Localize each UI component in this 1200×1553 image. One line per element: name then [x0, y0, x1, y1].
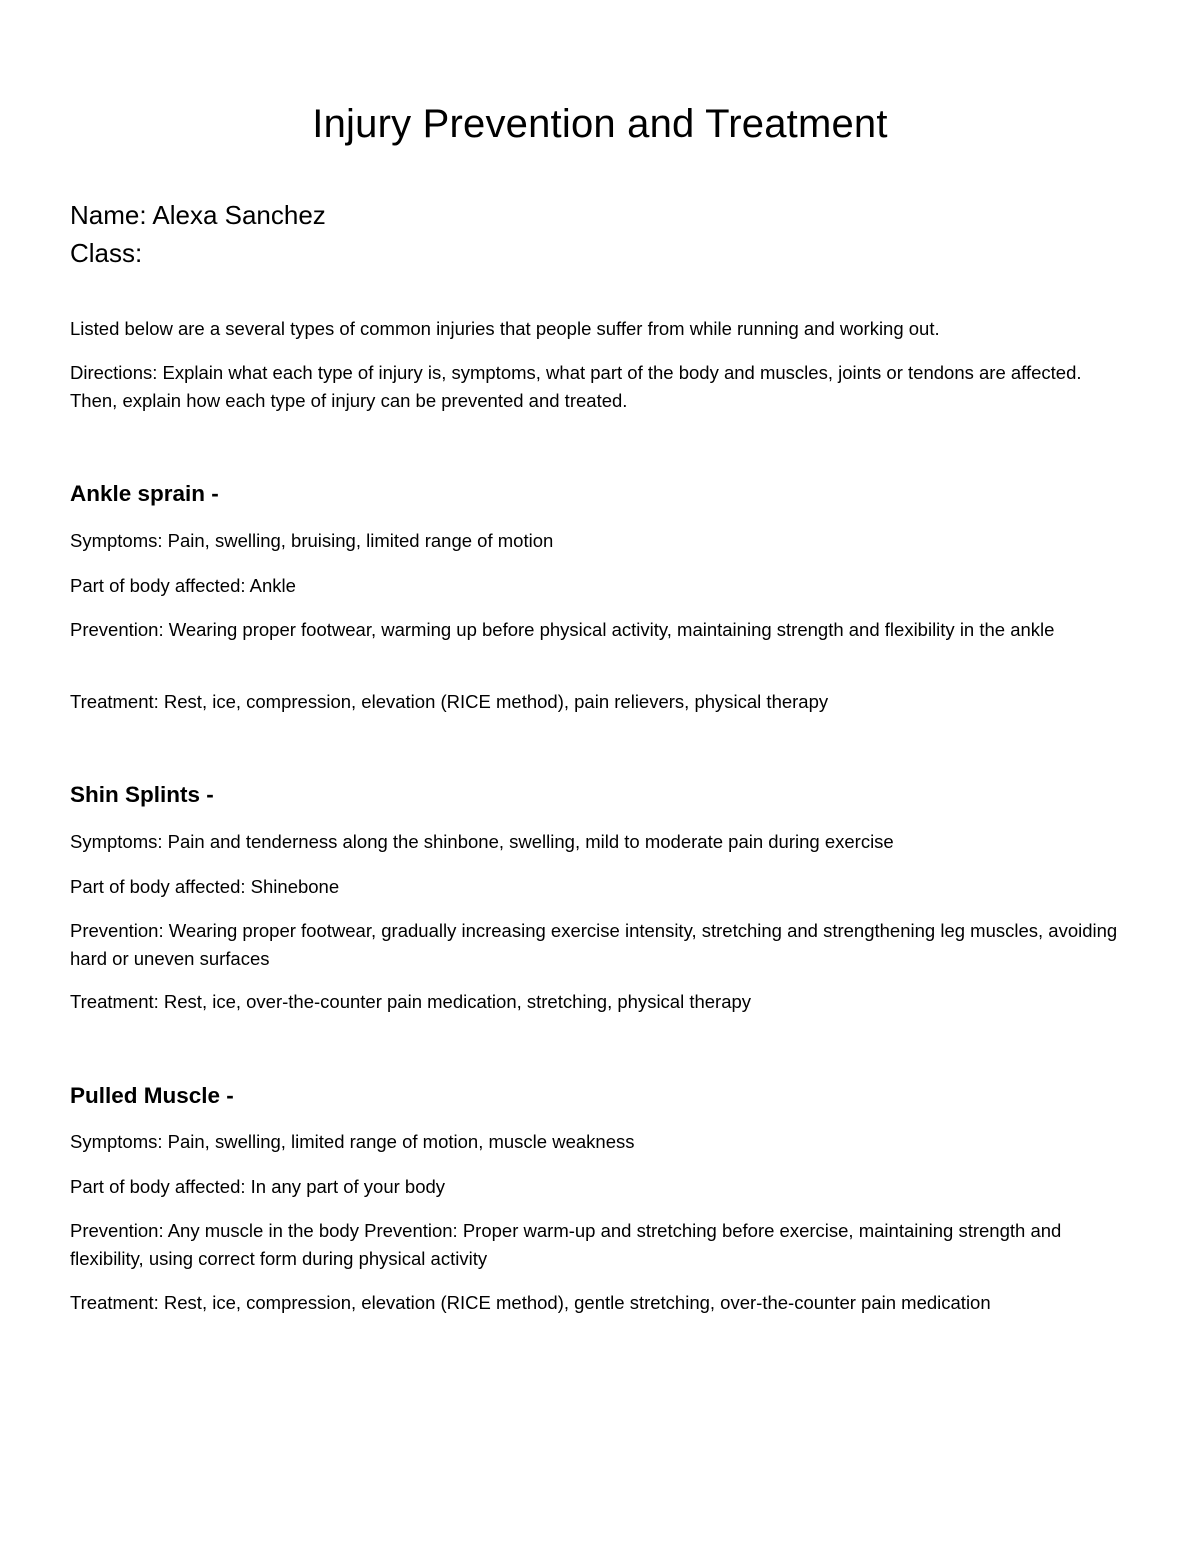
- injury-heading-pulled-muscle: Pulled Muscle -: [70, 1083, 234, 1108]
- ankle-sprain-part: Part of body affected: Ankle: [70, 575, 296, 596]
- pulled-muscle-symptoms: Symptoms: Pain, swelling, limited range of motion, muscle weakness: [70, 1131, 635, 1152]
- intro-paragraph: Listed below are a several types of common injuries that people suffer from while running and working out.: [70, 318, 940, 339]
- injury-heading-ankle-sprain: Ankle sprain -: [70, 481, 219, 506]
- shin-splints-part: Part of body affected: Shinebone: [70, 876, 340, 897]
- injury-heading-shin-splints: Shin Splints -: [70, 782, 214, 807]
- pulled-muscle-treatment: Treatment: Rest, ice, compression, elevation (RICE method), gentle stretching, over-the-counter pain medication: [70, 1292, 991, 1313]
- ankle-sprain-prevention: Prevention: Wearing proper footwear, warming up before physical activity, maintaining strength and flexibility in the ankle: [70, 619, 1055, 640]
- pulled-muscle-prevention: Prevention: Any muscle in the body Prevention: Proper warm-up and stretching before exercise, maintaining strength and flexibility, using correct form during physical activity: [70, 1220, 1062, 1269]
- shin-splints-symptoms: Symptoms: Pain and tenderness along the shinbone, swelling, mild to moderate pain during exercise: [70, 831, 894, 852]
- pulled-muscle-part: Part of body affected: In any part of your body: [70, 1176, 446, 1197]
- student-info: [70, 196, 326, 272]
- ankle-sprain-treatment: Treatment: Rest, ice, compression, elevation (RICE method), pain relievers, physical therapy: [70, 691, 829, 712]
- class-line: Class:: [70, 238, 143, 268]
- shin-splints-prevention: Prevention: Wearing proper footwear, gradually increasing exercise intensity, stretching and strengthening leg muscles, avoiding hard or uneven surfaces: [70, 920, 1118, 969]
- ankle-sprain-symptoms: Symptoms: Pain, swelling, bruising, limited range of motion: [70, 530, 554, 551]
- directions-paragraph: Directions: Explain what each type of injury is, symptoms, what part of the body and muscles, joints or tendons are affected. Then, explain how each type of injury can be prevented and treated.: [70, 362, 1082, 411]
- shin-splints-treatment: Treatment: Rest, ice, over-the-counter pain medication, stretching, physical therapy: [70, 991, 752, 1012]
- name-line: Name: Alexa Sanchez: [70, 200, 326, 230]
- page-title: Injury Prevention and Treatment: [312, 102, 888, 146]
